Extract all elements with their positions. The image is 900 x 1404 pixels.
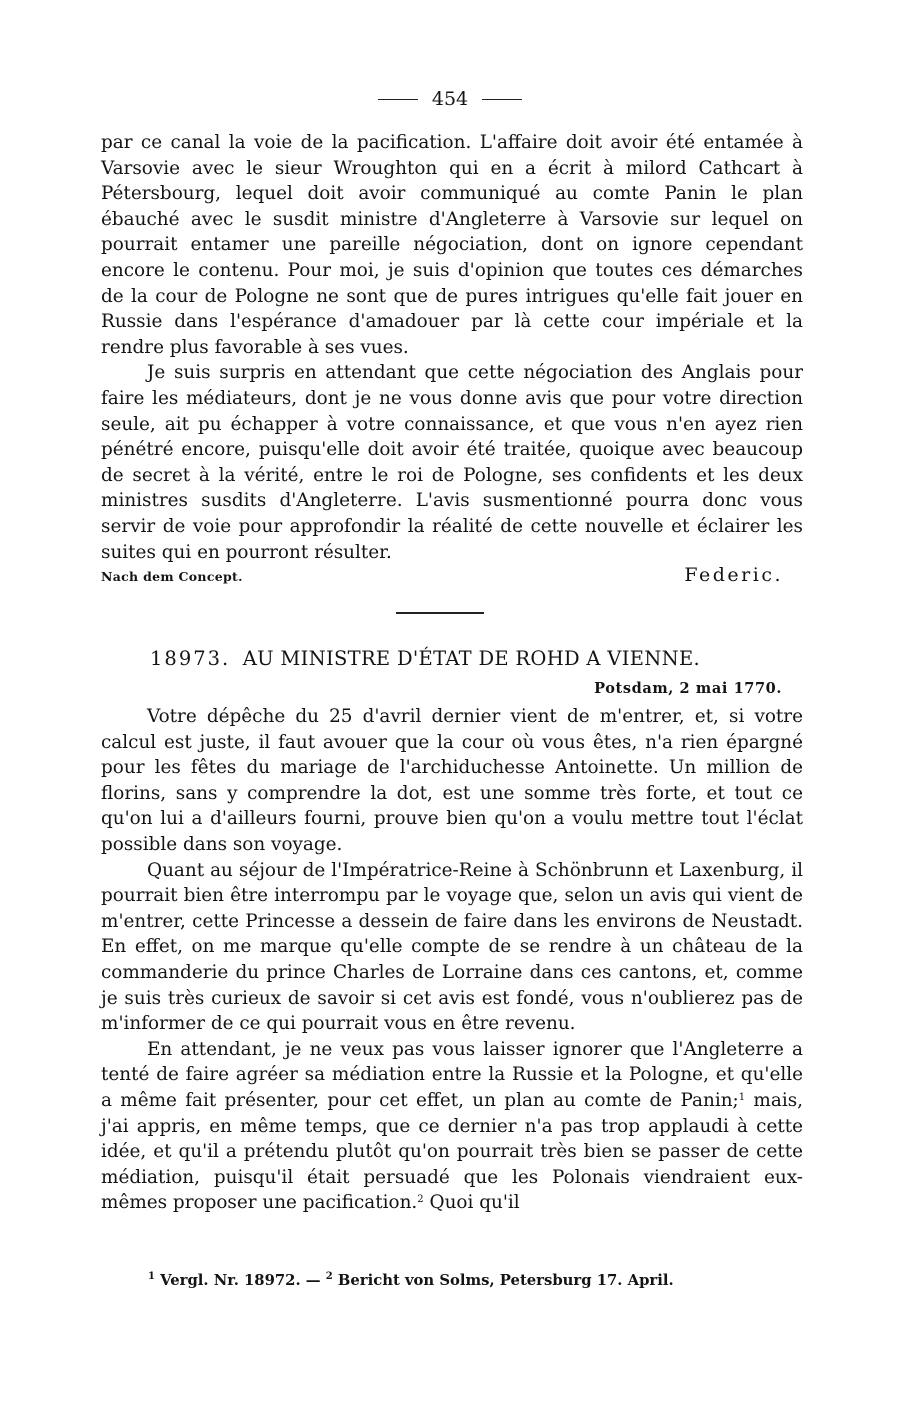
letter-paragraph-1: Votre dépêche du 25 d'avril dernier vient de m'entrer, et, si votre calcul est juste, il faut avouer que la cour où vous êtes, n'a rien épargné pour les fêtes du mariage de l'archiduchesse Antoinette. Un million de florins, sans y comprendre la dot, est une somme très forte, et tout ce qu'on lui a d'ailleurs fourni, prouve bien qu'on a voulu mettre tout l'éclat possible dans son voyage.: [101, 706, 803, 855]
continuation-text: [101, 130, 803, 565]
footnotes: [148, 1272, 788, 1289]
source-note: Nach dem Concept.: [101, 569, 243, 584]
letter-number: 18973.: [150, 647, 231, 670]
header-dash-right: [482, 99, 522, 100]
footnote-marker-2: 2: [325, 1271, 333, 1282]
letter-heading: [150, 647, 790, 670]
section-divider: [396, 612, 484, 614]
continuation-paragraph-1: par ce canal la voie de la pacification. L'affaire doit avoir été entamée à Varsovie avec le sieur Wroughton qui en a écrit à milord Cathcart à Pétersbourg, lequel doit avoir communiqué au comte Panin le plan ébauché avec le susdit ministre d'Angleterre à Varsovie sur lequel on pourrait entamer une pareille négociation, dont on ignore cependant encore le contenu. Pour moi, je suis d'opinion que toutes ces démarches de la cour de Pologne ne sont que de pures intrigues qu'elle fait jouer en Russie dans l'espérance d'amadouer par là cette cour impériale et la rendre plus favorable à ses vues.: [101, 132, 803, 358]
closing-row: [101, 564, 783, 586]
page-number: 454: [431, 88, 469, 110]
letter-body: [101, 704, 803, 1216]
signature: Federic.: [684, 564, 783, 586]
footnote-marker-1: 1: [148, 1271, 155, 1282]
footnote-1: Vergl. Nr. 18972.: [160, 1272, 301, 1289]
letter-paragraph-3: [101, 1037, 803, 1216]
letter-paragraph-3-part-3: Quoi qu'il: [423, 1192, 520, 1214]
letter-title: AU MINISTRE D'ÉTAT DE ROHD A VIENNE.: [242, 647, 700, 670]
footnote-ref-2: 2: [417, 1194, 424, 1206]
letter-paragraph-3-part-1: En attendant, je ne veux pas vous laisser ignorer que l'Angleterre a tenté de faire agréer sa médiation entre la Russie et la Pologne, et qu'elle a même fait présenter, pour cet effet, un plan au comte de Panin;: [101, 1038, 803, 1111]
page-header: [0, 88, 900, 110]
continuation-paragraph-2: Je suis surpris en attendant que cette négociation des Anglais pour faire les médiateurs, dont je ne vous donne avis que pour votre direction seule, ait pu échapper à votre connaissance, et que vous n'en ayez rien pénétré encore, puisqu'elle doit avoir été traitée, quoique avec beaucoup de secret à la vérité, entre le roi de Pologne, ses confidents et les deux ministres susdits d'Angleterre. L'avis susmentionné pourra donc vous servir de voie pour approfondir la réalité de cette nouvelle et éclairer les suites qui en pourront résulter.: [101, 362, 803, 563]
letter-paragraph-3-part-2: mais, j'ai appris, en même temps, que ce dernier n'a pas trop applaudi à cette idée, et qu'il a prétendu plutôt qu'on pourrait très bien se passer de cette médiation, puisqu'il était persuadé que les Polonais viendraient eux-mêmes proposer une pacification.: [101, 1089, 803, 1214]
footnote-ref-1: 1: [738, 1091, 746, 1103]
letter-paragraph-2: Quant au séjour de l'Impératrice-Reine à Schönbrunn et Laxenburg, il pourrait bien être interrompu par le voyage que, selon un avis qui vient de m'entrer, cette Princesse a dessein de faire dans les environs de Neustadt. En effet, on me marque qu'elle compte de se rendre à un château de la commanderie du prince Charles de Lorraine dans ces cantons, et, comme je suis très curieux de savoir si cet avis est fondé, vous n'oublierez pas de m'informer de ce qui pourrait vous en être revenu.: [101, 859, 803, 1035]
footnote-separator: —: [305, 1272, 321, 1289]
header-dash-left: [378, 99, 418, 100]
letter-dateline: Potsdam, 2 mai 1770.: [594, 680, 782, 697]
footnote-2: Bericht von Solms, Petersburg 17. April.: [337, 1272, 674, 1289]
